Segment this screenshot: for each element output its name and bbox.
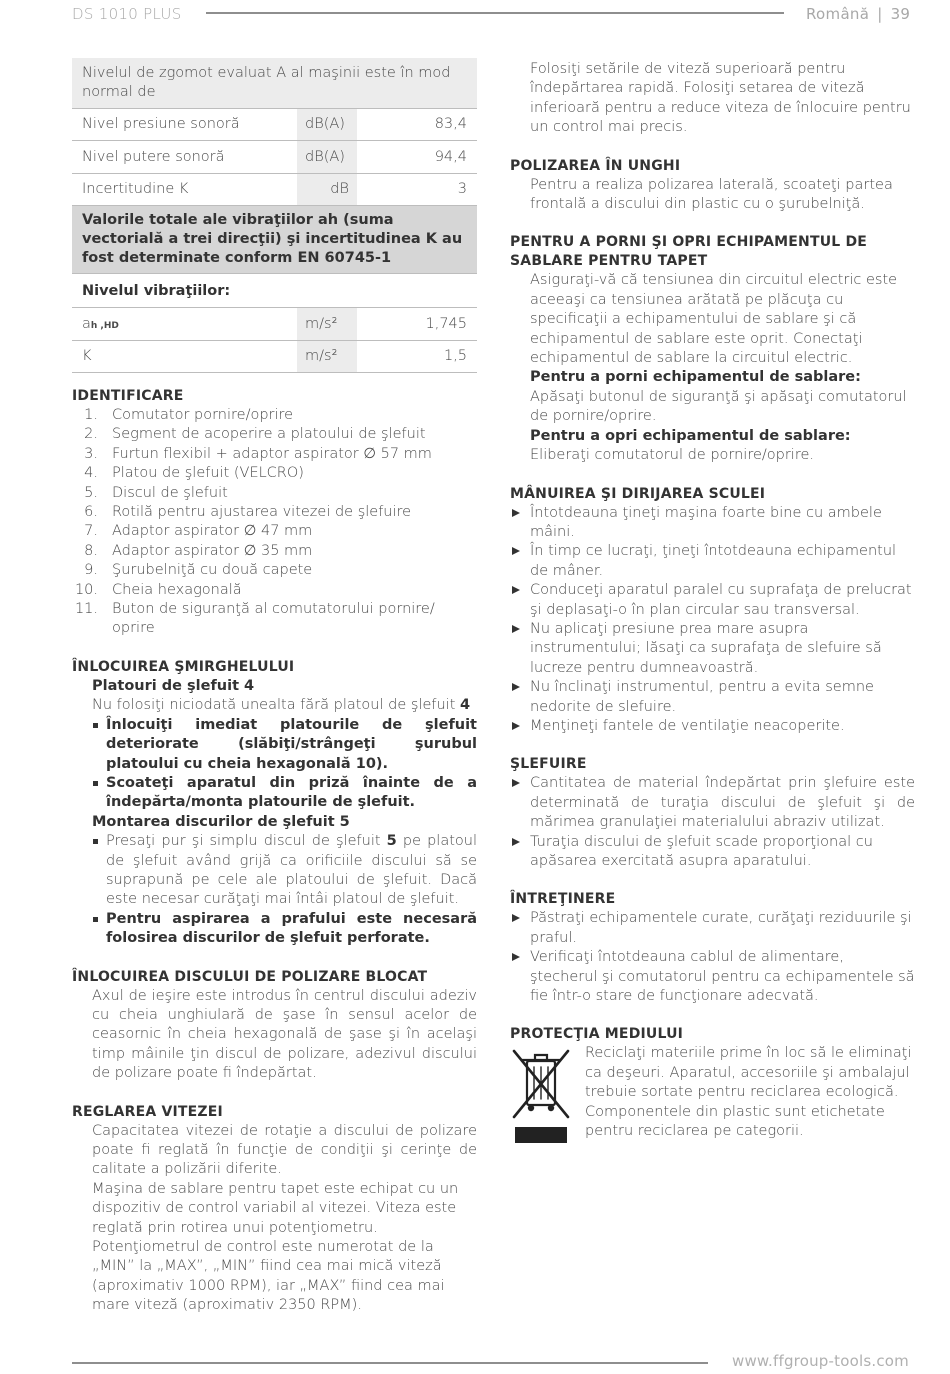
smirghel-bullets1 [72,716,477,813]
viteza-p1: Capacitatea vitezei de rotaţie a discului de polizare poate fi reglată în funcţie de condiţii şi cerinţe de calitate a polizării diferite. [92,1122,477,1178]
viteza-p2: Maşina de sablare pentru tapet este echipat cu un dispozitiv de control variabil al vitezei. Viteza este reglată prin rotirea unui potenţiometru. Potenţiometrul de control este numerotat de la „MIN” la „MAX”, „MIN” fiind cea mai mică viteză (aproximativ 1000 RPM), iar „MAX” fiind cea mai mare viteză (aproximativ 2350 RPM). [92,1180,459,1314]
identificare-title: IDENTIFICARE [72,388,184,404]
left-column [72,58,477,1316]
identificare-list [72,406,477,639]
k-unit: m/s² [297,340,357,373]
noise-intro: Nivelul de zgomot evaluat A al maşinii este în mod normal de [72,58,477,108]
spec-label: Incertitudine K [72,173,297,206]
header-separator: | [877,5,883,23]
ah-value: 1,745 [357,308,477,341]
spec-unit: dB [297,173,357,206]
ah-label [72,308,297,341]
list-item: Verificaţi întotdeauna cablul de alimentare, ştecherul şi comutatorul pentru ca echipamentele să fie într-o stare de funcţionare adecvată. [510,948,915,1006]
intretinere-list [510,909,915,1006]
list-item: Conduceţi aparatul paralel cu suprafaţa de prelucrat şi deplasaţi-o în plan circular sau transversal. [510,581,915,620]
viteza-p3: Folosiţi setările de viteză superioară pentru îndepărtarea rapidă. Folosiţi setarea de viteză inferioară pentru a reduce viteza de înlocuire pentru un control mai precis. [530,61,911,136]
ah-unit: m/s² [297,308,357,341]
smirghel-title: ÎNLOCUIREA ŞMIRGHELULUI [72,658,295,675]
porni-title: PENTRU A PORNI ŞI OPRI ECHIPAMENTUL DE SABLARE PENTRU TAPET [510,234,868,270]
vibration-level-label: Nivelul vibraţiilor: [72,274,477,308]
vibration-intro: Valorile totale ale vibraţiilor ah (suma vectorială a trei direcţii) şi incertitudinea K au fost determinate conform EN 60745-1 [72,206,477,274]
mediu-block [510,1044,915,1145]
list-item: 4. Platou de şlefuit (VELCRO) [84,465,304,482]
spec-unit: dB(A) [297,141,357,174]
k-label: K [72,340,297,373]
ah-subscript: h ,HD [90,320,119,331]
list-item: Presaţi pur şi simplu discul de şlefuit 5 pe platoul de şlefuit având grijă ca orificiile discului să se suprapună pe cele ale platoului de şlefuit. Dacă este necesar curăţaţi mai întâi platoul de şlefuit. [92,832,477,910]
list-item: În timp ce lucraţi, ţineţi întotdeauna echipamentul de mâner. [510,542,915,581]
list-item: Cantitatea de material îndepărtat prin şlefuire este determinată de turaţia discului de şlefuit şi de mărimea granulaţiei materialului abraziv utilizat. [510,774,915,832]
mediu-title: PROTECŢIA MEDIULUI [510,1026,684,1043]
ah-symbol: a [82,315,91,332]
list-item: Nu aplicaţi presiune prea mare asupra instrumentului; lăsaţi ca suprafaţa de slefuire să lucreze pentru dumneavoastră. [510,620,915,678]
spec-noise-intro-row [72,58,477,108]
spec-value: 94,4 [357,141,477,174]
porni-p1: Asiguraţi-vă că tensiunea din circuitul electric este aceeaşi ca tensiunea arătată pe plăcuţa cu specificaţii a echipamentului de sablare şi că echipamentul de sablare este oprit. Conectaţi echipamentul de sablare la circuitul electric. [530,272,898,367]
k-value: 1,5 [357,340,477,373]
footer-rule [72,1362,708,1364]
list-item: 6. Rotilă pentru ajustarea vitezei de şlefuire [84,504,412,521]
weee-crossed-bin-icon [510,1047,572,1145]
blocat-title: ÎNLOCUIREA DISCULUI DE POLIZARE BLOCAT [72,968,428,985]
list-item: Păstraţi echipamentele curate, curăţaţi reziduurile şi praful. [510,909,915,948]
smirghel-bullets2 [72,832,477,948]
list-item: Înlocuiţi imediat platourile de şlefuit deteriorate (slăbiţi/strângeţi şurubul platoului cu cheia hexagonală 10). [92,716,477,774]
slefuire-title: ŞLEFUIRE [510,756,587,773]
spec-row [72,141,477,174]
smirghel-sub1: Platouri de şlefuit 4 [92,677,255,694]
list-item: Scoateţi aparatul din priză înainte de a îndepărta/monta platourile de şlefuit. [92,774,477,813]
porni-start: Pentru a porni echipamentul de sablare: Apăsaţi butonul de siguranţă şi apăsaţi comutatorul de pornire/oprire. [530,369,907,425]
spec-value: 83,4 [357,108,477,141]
manuire-title: MÂNUIREA ŞI DIRIJAREA SCULEI [510,485,766,502]
k-row [72,340,477,373]
spec-table [72,58,477,373]
list-item: Întotdeauna ţineţi maşina foarte bine cu ambele mâini. [510,504,915,543]
header-rule [206,12,784,14]
page-number: 39 [890,5,911,23]
list-item: Nu înclinaţi instrumentul, pentru a evita semne nedorite de slefuire. [510,678,915,717]
smirghel-sub2: Montarea discurilor de şlefuit 5 [92,813,350,830]
list-item: 11. Buton de siguranţă al comutatorului pornire/ oprire [74,601,435,637]
spec-unit: dB(A) [297,108,357,141]
header-right [806,5,910,23]
list-item: 7. Adaptor aspirator ∅ 47 mm [84,523,313,540]
mediu-text: Reciclaţi materiile prime în loc să le eliminaţi ca deşeuri. Aparatul, accesoriile şi ambalajul trebuie sortate pentru reciclarea ecologică. Componentele din plastic sunt etichetate pentru reciclarea pe categorii. [585,1045,912,1140]
unghi-title: POLIZAREA ÎN UNGHI [510,157,681,174]
language-label: Română [806,5,870,23]
list-item: 8. Adaptor aspirator ∅ 35 mm [84,542,313,559]
vibration-intro-row [72,206,477,274]
spec-value: 3 [357,173,477,206]
smirghel-p1: Nu folosiţi niciodată unealta fără platoul de şlefuit 4 [92,697,471,714]
list-item: Menţineţi fantele de ventilaţie neacoperite. [510,717,915,736]
vibration-level-row [72,274,477,308]
unghi-text: Pentru a realiza polizarea laterală, scoateţi partea frontală a discului din plastic cu o şurubelniţă. [530,176,893,213]
spec-row [72,108,477,141]
page-header [0,0,950,30]
manuire-list [510,504,915,737]
list-item: 1. Comutator pornire/oprire [84,407,294,423]
footer-url[interactable]: www.ffgroup-tools.com [732,1352,909,1370]
ah-row [72,308,477,341]
spec-label: Nivel presiune sonoră [72,108,297,141]
spec-label: Nivel putere sonoră [72,141,297,174]
list-item: 9. Şurubelniţă cu două capete [84,562,313,579]
blocat-text: Axul de ieşire este introdus în centrul discului adeziv cu cheia unghiulară de şase în sensul acelor de ceasornic în cheia hexagonală de şase şi în acelaşi timp mâinile ţin discul de polizare, adezivul discului de polizare poate fi îndepărtat. [92,987,477,1082]
right-column [510,60,915,1145]
viteza-title: REGLAREA VITEZEI [72,1103,223,1120]
intretinere-title: ÎNTREŢINERE [510,891,616,908]
list-item: Pentru aspirarea a prafului este necesară folosirea discurilor de şlefuit perforate. [92,910,477,949]
list-item: 5. Discul de şlefuit [84,484,228,501]
porni-stop: Pentru a opri echipamentul de sablare: Eliberaţi comutatorul de pornire/oprire. [530,427,851,464]
list-item: 10. Cheia hexagonală [74,581,242,598]
product-name: DS 1010 PLUS [72,5,182,23]
list-item: 2. Segment de acoperire a platoului de şlefuit [84,426,426,443]
slefuire-list [510,774,915,871]
spec-row [72,173,477,206]
list-item: 3. Furtun flexibil + adaptor aspirator ∅ 57 mm [84,445,432,462]
list-item: Turaţia discului de şlefuit scade proporţional cu apăsarea exercitată asupra aparatului. [510,833,915,872]
